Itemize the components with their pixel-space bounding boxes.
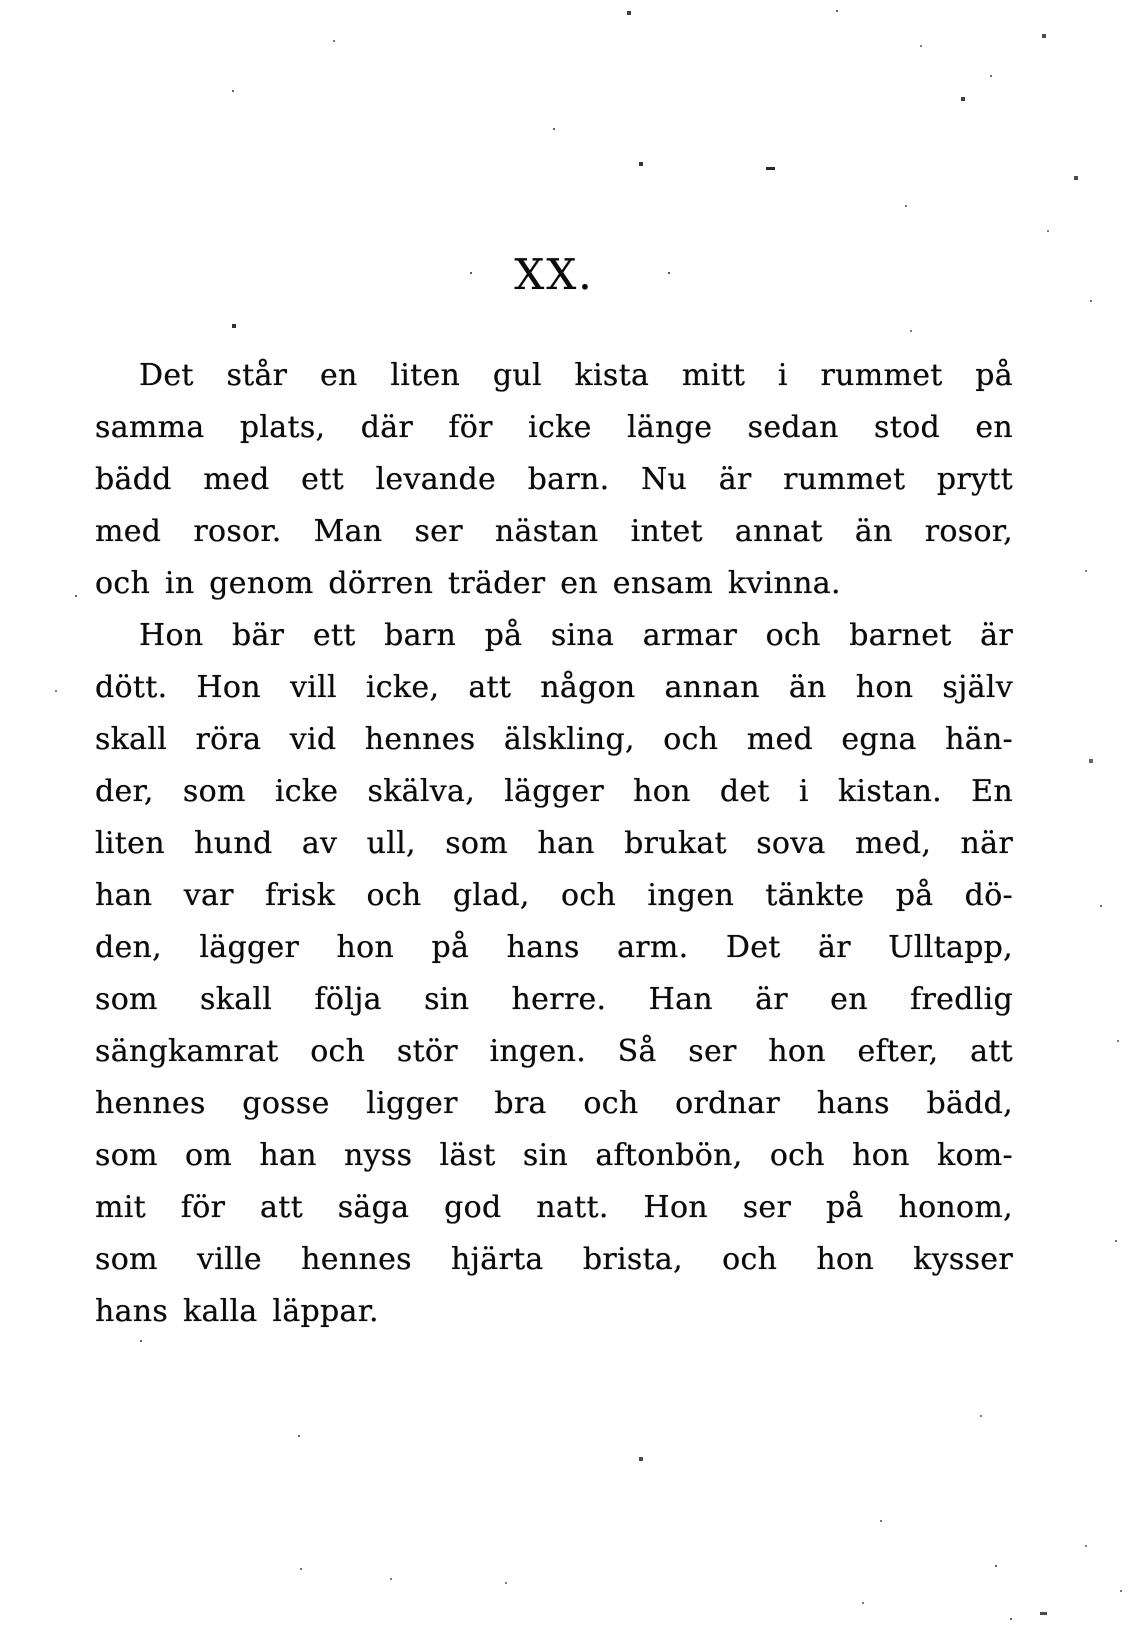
text-line: bädd med ett levande barn. Nu är rummet prytt: [95, 462, 1013, 497]
text-line: liten hund av ull, som han brukat sova med, när: [95, 826, 1013, 861]
text-block: [95, 350, 1013, 1338]
text-line: mit för att säga god natt. Hon ser på honom,: [95, 1190, 1013, 1225]
text-line: Hon bär ett barn på sina armar och barnet är: [139, 618, 1013, 653]
text-line: hans kalla läppar.: [95, 1294, 379, 1329]
chapter-heading: XX.: [514, 250, 594, 299]
text-line: den, lägger hon på hans arm. Det är Ulltapp,: [95, 930, 1013, 965]
text-line: skall röra vid hennes älskling, och med egna hän-: [95, 722, 1013, 757]
text-line: Det står en liten gul kista mitt i rummet på: [139, 358, 1013, 393]
scan-noise-dash: [766, 167, 775, 170]
text-line: han var frisk och glad, och ingen tänkte på dö-: [95, 878, 1013, 913]
text-line: samma plats, där för icke länge sedan stod en: [95, 410, 1013, 445]
text-line: sängkamrat och stör ingen. Så ser hon efter, att: [95, 1034, 1013, 1069]
scan-noise-dash: [1040, 1612, 1047, 1615]
text-line: med rosor. Man ser nästan intet annat än rosor,: [95, 514, 1013, 549]
text-line: och in genom dörren träder en ensam kvinna.: [95, 566, 841, 601]
text-line: som ville hennes hjärta brista, och hon kysser: [95, 1242, 1013, 1277]
text-line: hennes gosse ligger bra och ordnar hans bädd,: [95, 1086, 1013, 1121]
text-line: som skall följa sin herre. Han är en fredlig: [95, 982, 1013, 1017]
text-line: som om han nyss läst sin aftonbön, och hon kom-: [95, 1138, 1013, 1173]
text-line: dött. Hon vill icke, att någon annan än hon själv: [95, 670, 1013, 705]
text-line: der, som icke skälva, lägger hon det i kistan. En: [95, 774, 1013, 809]
scan-noise-specks: [0, 0, 2, 2]
